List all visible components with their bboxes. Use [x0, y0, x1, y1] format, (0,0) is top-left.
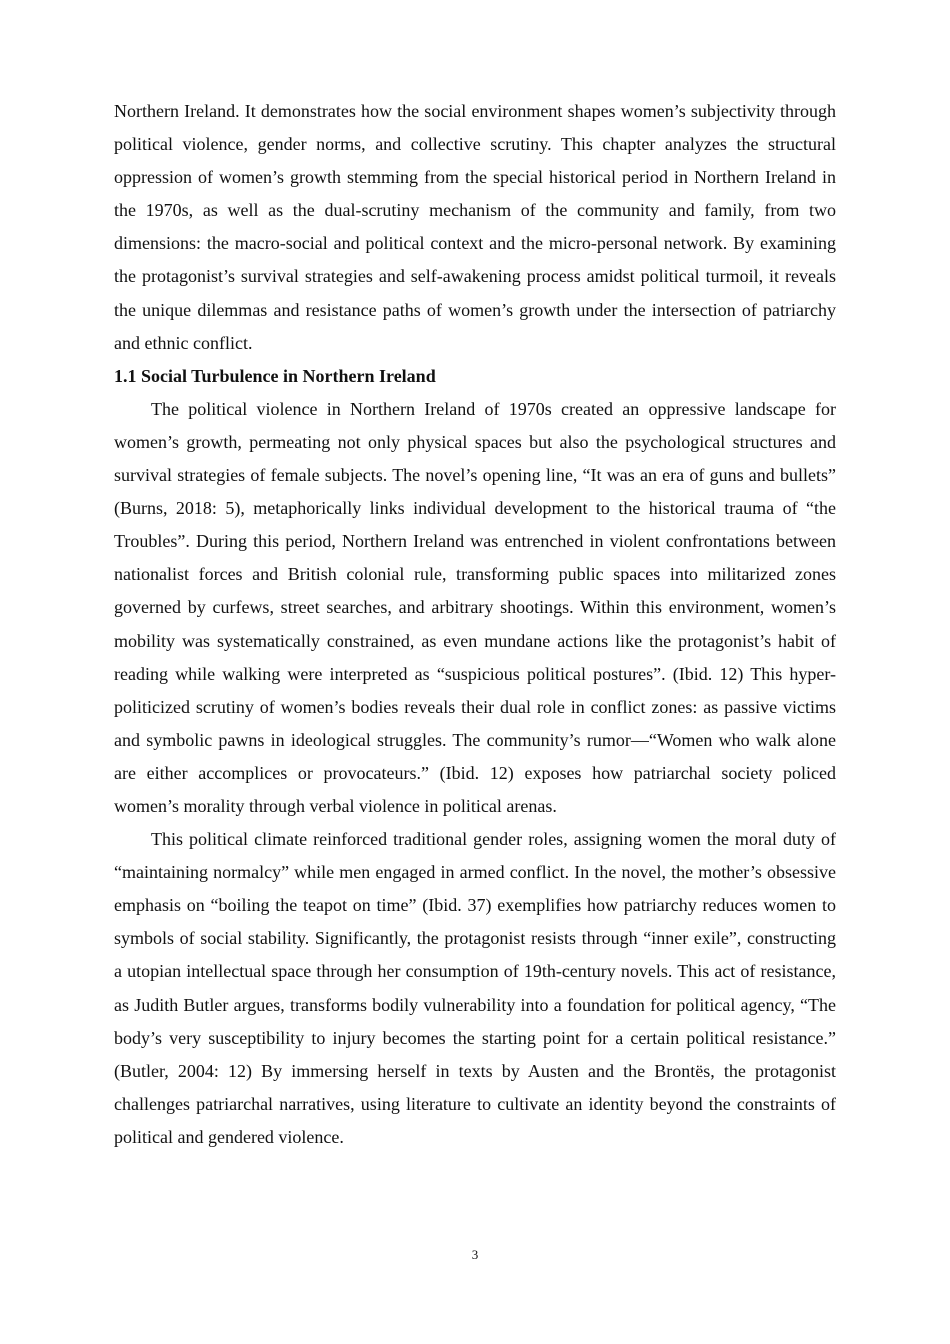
page-number: 3: [471, 1247, 479, 1262]
page-body: [114, 95, 836, 1154]
section-heading: 1.1 Social Turbulence in Northern Ireland: [114, 365, 436, 386]
paragraph-political-violence: The political violence in Northern Ireland of 1970s created an oppressive landscape for women’s growth, permeating not only physical spaces but also the psychological structures and survival strategies of female subjects. The novel’s opening line, “It was an era of guns and bullets” (Burns, 2018: 5), metaphorically links individual development to the historical trauma of “the Troubles”. During this period, Northern Ireland was entrenched in violent confrontations between nationalist forces and British colonial rule, transforming public spaces into militarized zones governed by curfews, street searches, and arbitrary shootings. Within this environment, women’s mobility was systematically constrained, as even mundane actions like the protagonist’s habit of reading while walking were interpreted as “suspicious political postures”. (Ibid. 12) This hyper-politicized scrutiny of women’s bodies reveals their dual role in conflict zones: as passive victims and symbolic pawns in ideological struggles. The community’s rumor—“Women who walk alone are either accomplices or provocateurs.” (Ibid. 12) exposes how patriarchal society policed women’s morality through verbal violence in political arenas.: [114, 398, 836, 816]
paragraph-gender-roles: This political climate reinforced traditional gender roles, assigning women the moral duty of “maintaining normalcy” while men engaged in armed conflict. In the novel, the mother’s obsessive emphasis on “boiling the teapot on time” (Ibid. 37) exemplifies how patriarchy reduces women to symbols of social stability. Significantly, the protagonist resists through “inner exile”, constructing a utopian intellectual space through her consumption of 19th-century novels. This act of resistance, as Judith Butler argues, transforms bodily vulnerability into a foundation for political agency, “The body’s very susceptibility to injury becomes the starting point for a certain political resistance.” (Butler, 2004: 12) By immersing herself in texts by Austen and the Brontës, the protagonist challenges patriarchal narratives, using literature to cultivate an identity beyond the constraints of political and gendered violence.: [114, 829, 836, 1147]
paragraph-intro: Northern Ireland. It demonstrates how the social environment shapes women’s subjectivity through political violence, gender norms, and collective scrutiny. This chapter analyzes the structural oppression of women’s growth stemming from the special historical period in Northern Ireland in the 1970s, as well as the dual-scrutiny mechanism of the community and family, from two dimensions: the macro-social and political context and the micro-personal network. By examining the protagonist’s survival strategies and self-awakening process amidst political turmoil, it reveals the unique dilemmas and resistance paths of women’s growth under the intersection of patriarchy and ethnic conflict.: [114, 101, 836, 353]
